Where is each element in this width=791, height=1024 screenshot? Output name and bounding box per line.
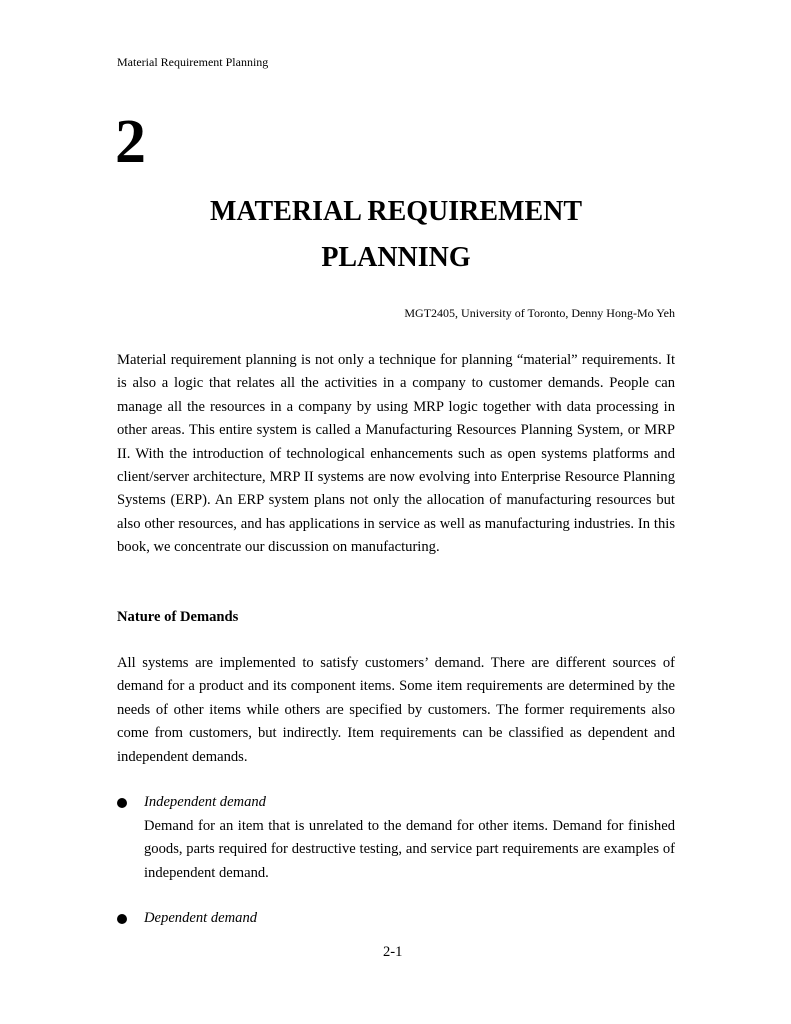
chapter-title-line-2: PLANNING <box>321 242 471 273</box>
bullet-dot-icon <box>117 798 127 808</box>
chapter-title-line-1: MATERIAL REQUIREMENT <box>209 196 583 227</box>
bullet-title-independent-demand: Independent demand <box>144 794 266 810</box>
bullet-body-independent-demand: Demand for an item that is unrelated to the demand for other items. Demand for finished goods, parts required for destructive testing, and service part requirements are examples of independent demand. <box>144 818 675 881</box>
section-paragraph: All systems are implemented to satisfy customers’ demand. There are different sources of demand for a product and its component items. Some item requirements are determined by the needs of other items while others are specified by customers. The former requirements also come from customers, but indirectly. Item requirements can be classified as dependent and independent demands. <box>117 655 675 765</box>
bullet-title-dependent-demand: Dependent demand <box>144 910 258 926</box>
chapter-number: 2 <box>115 108 146 176</box>
running-header: Material Requirement Planning <box>117 55 269 69</box>
bullet-dot-icon <box>117 914 127 924</box>
author-byline: MGT2405, University of Toronto, Denny Hong-Mo Yeh <box>404 306 675 320</box>
intro-paragraph: Material requirement planning is not only a technique for planning “material” requirements. It is also a logic that relates all the activities in a company to customer demands. People can manage all the resources in a company by using MRP logic together with data processing in other areas. This entire system is called a Manufacturing Resources Planning System, or MRP II. With the introduction of technological enhancements such as open systems platforms and client/server architecture, MRP II systems are now evolving into Enterprise Resource Planning Systems (ERP). An ERP system plans not only the allocation of manufacturing resources but also other resources, and has applications in service as well as manufacturing industries. In this book, we concentrate our discussion on manufacturing. <box>117 352 675 556</box>
page-number: 2-1 <box>383 944 403 960</box>
section-heading: Nature of Demands <box>117 609 239 625</box>
